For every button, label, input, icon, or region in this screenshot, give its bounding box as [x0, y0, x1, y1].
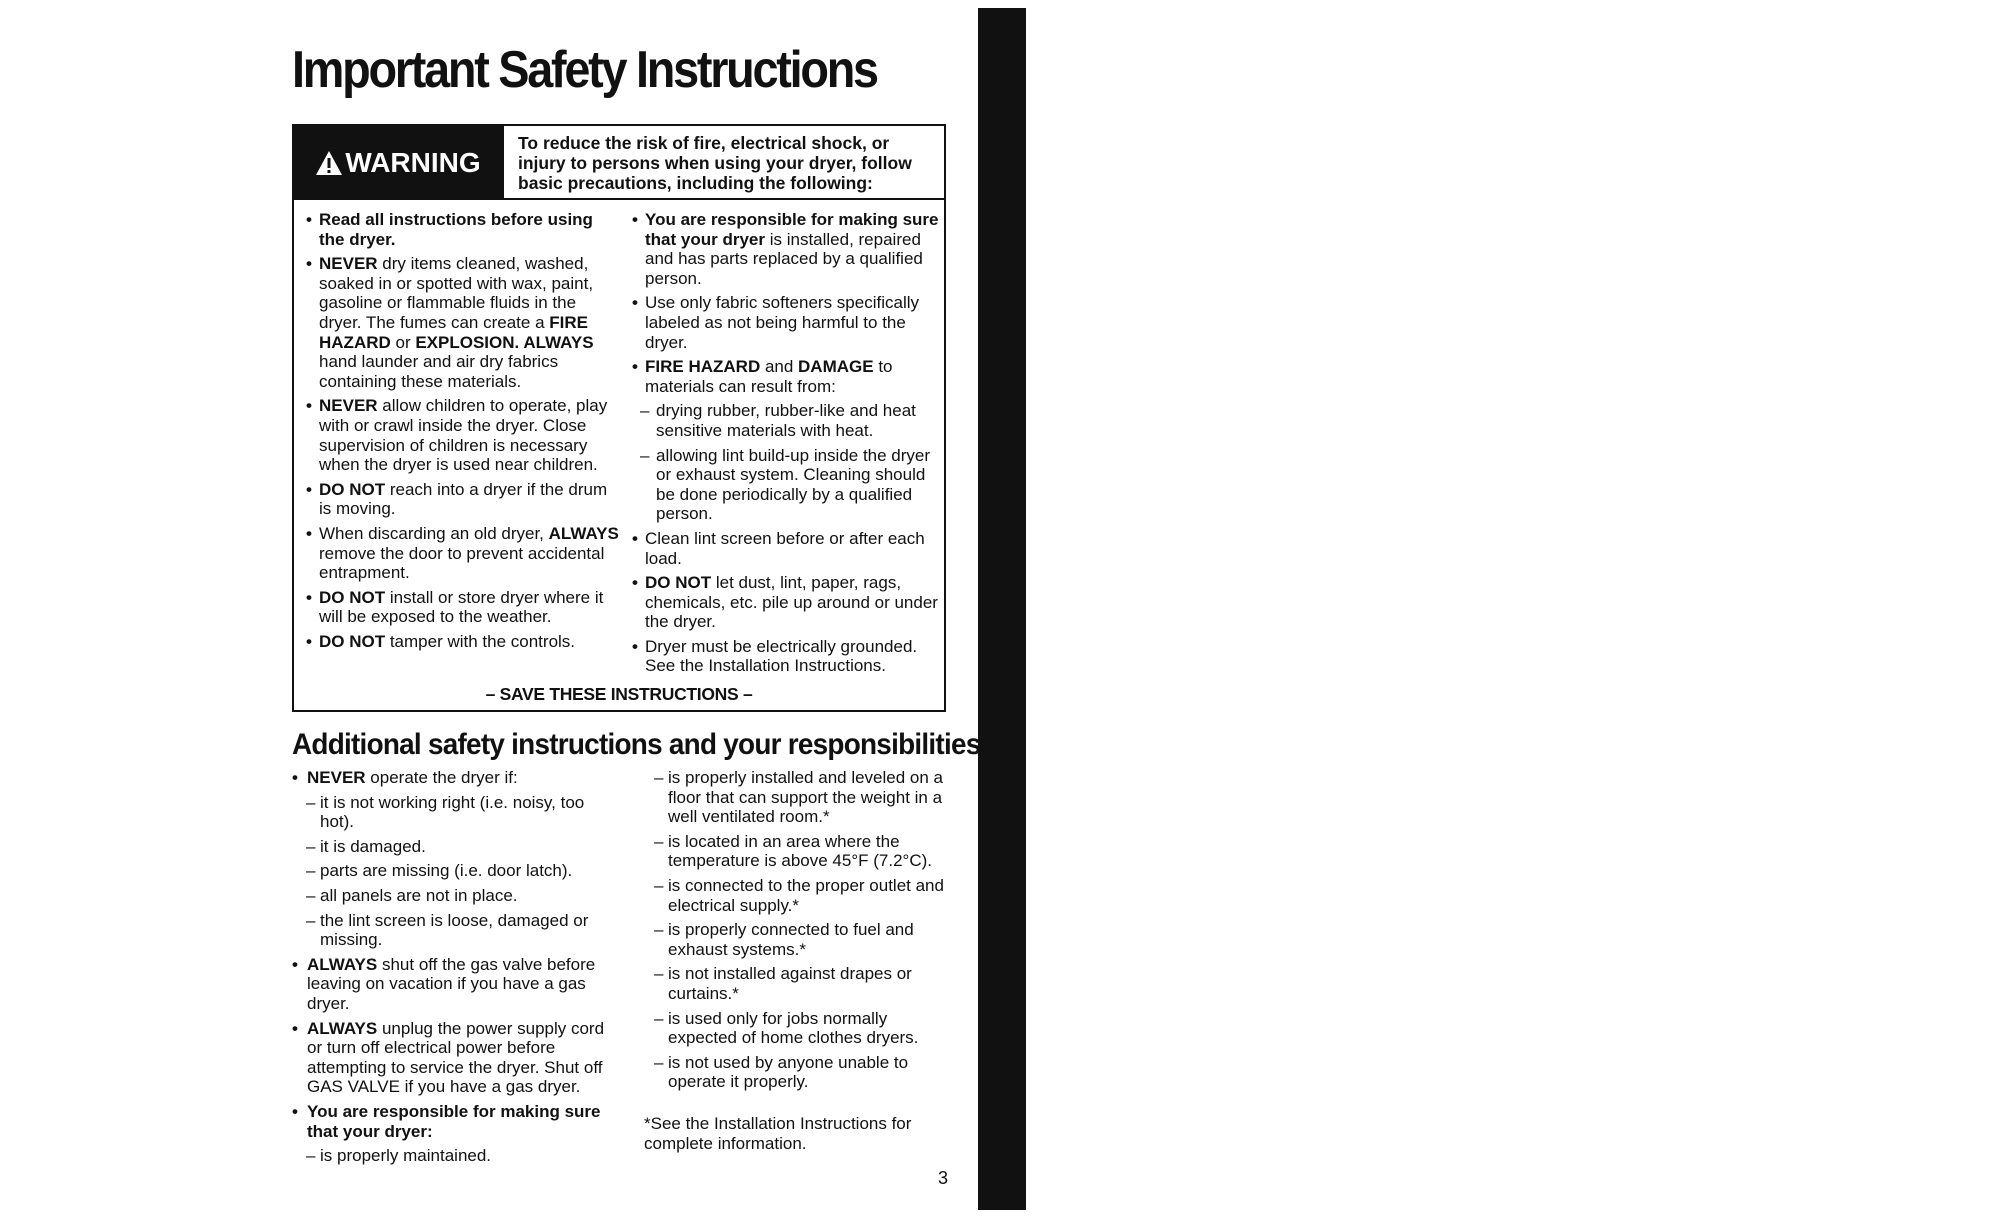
warning-left-column: [304, 210, 620, 656]
list-item: • DO NOT reach into a dryer if the drum is moving.: [304, 480, 620, 519]
list-item: • ALWAYS shut off the gas valve before leaving on vacation if you have a gas dryer.: [292, 955, 622, 1014]
sub-list-item: – is not used by anyone unable to operate it properly.: [642, 1053, 952, 1092]
side-tab-label: IMPORTANT SAFETY INSTRUCTIONS: [1964, 56, 1997, 560]
warning-label-text: WARNING: [345, 147, 481, 178]
sub-list-item: – the lint screen is loose, damaged or missing.: [292, 911, 622, 950]
side-section-tab: [978, 8, 1997, 1210]
warning-label: [294, 126, 502, 200]
warning-triangle-icon: [315, 150, 343, 176]
list-item: • NEVER allow children to operate, play with or crawl inside the dryer. Close supervision of children is necessary when the dryer is used near children.: [304, 396, 620, 474]
list-item: • Dryer must be electrically grounded. See the Installation Instructions.: [630, 637, 942, 676]
sub-list-item: – drying rubber, rubber-like and heat sensitive materials with heat.: [630, 401, 942, 440]
list-item: • NEVER operate the dryer if:: [292, 768, 622, 788]
additional-left-column: [292, 768, 622, 1171]
sub-list-item: – all panels are not in place.: [292, 886, 622, 906]
list-item: • Clean lint screen before or after each load.: [630, 529, 942, 568]
list-item: • FIRE HAZARD and DAMAGE to materials can result from:: [630, 357, 942, 396]
sub-list-item: – is not installed against drapes or curtains.*: [642, 964, 952, 1003]
sub-list-item: – allowing lint build-up inside the dryer or exhaust system. Cleaning should be done periodically by a qualified person.: [630, 446, 942, 524]
page-title: Important Safety Instructions: [292, 41, 877, 99]
sub-list-item: – it is damaged.: [292, 837, 622, 857]
sub-list-item: – is properly maintained.: [292, 1146, 622, 1166]
save-instructions-note: – SAVE THESE INSTRUCTIONS –: [485, 684, 753, 704]
warning-intro: To reduce the risk of fire, electrical shock, or injury to persons when using your dryer, follow basic precautions, including the following:: [502, 126, 944, 200]
warning-right-column: [630, 210, 942, 681]
sub-list-item: – is connected to the proper outlet and electrical supply.*: [642, 876, 952, 915]
page-number: 3: [938, 1168, 949, 1188]
sub-list-item: – it is not working right (i.e. noisy, too hot).: [292, 793, 622, 832]
list-item: • NEVER dry items cleaned, washed, soaked in or spotted with wax, paint, gasoline or flammable fluids in the dryer. The fumes can create a FIRE HAZARD or EXPLOSION. ALWAYS hand launder and air dry fabrics containing these materials.: [304, 254, 620, 391]
additional-right-column: [642, 768, 952, 1153]
list-item: • ALWAYS unplug the power supply cord or turn off electrical power before attempting to service the dryer. Shut off GAS VALVE if you have a gas dryer.: [292, 1019, 622, 1097]
list-item: • You are responsible for making sure that your dryer is installed, repaired and has parts replaced by a qualified person.: [630, 210, 942, 288]
sub-list-item: – parts are missing (i.e. door latch).: [292, 861, 622, 881]
sub-list-item: – is properly installed and leveled on a floor that can support the weight in a well ventilated room.*: [642, 768, 952, 827]
list-item: • Use only fabric softeners specifically labeled as not being harmful to the dryer.: [630, 293, 942, 352]
sub-list-item: – is properly connected to fuel and exhaust systems.*: [642, 920, 952, 959]
sub-list-item: – is located in an area where the temperature is above 45°F (7.2°C).: [642, 832, 952, 871]
sub-list-item: – is used only for jobs normally expected of home clothes dryers.: [642, 1009, 952, 1048]
list-item: • You are responsible for making sure that your dryer:: [292, 1102, 622, 1141]
additional-section-title: Additional safety instructions and your responsibilities: [292, 728, 981, 761]
list-item: • Read all instructions before using the dryer.: [304, 210, 620, 249]
footnote: *See the Installation Instructions for complete information.: [644, 1113, 912, 1153]
list-item: • DO NOT tamper with the controls.: [304, 632, 620, 652]
warning-box: [292, 124, 946, 712]
list-item: • DO NOT install or store dryer where it will be exposed to the weather.: [304, 588, 620, 627]
list-item: • When discarding an old dryer, ALWAYS remove the door to prevent accidental entrapment.: [304, 524, 620, 583]
list-item: • DO NOT let dust, lint, paper, rags, chemicals, etc. pile up around or under the dryer.: [630, 573, 942, 632]
